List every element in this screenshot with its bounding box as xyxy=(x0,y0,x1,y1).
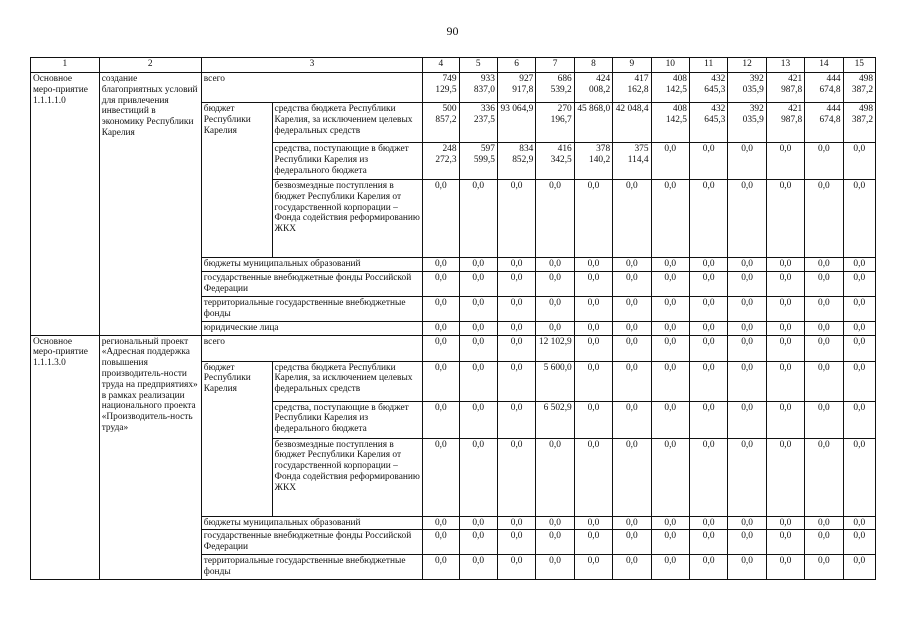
value-cell: 0,0 xyxy=(843,516,875,530)
value-cell: 0,0 xyxy=(497,555,535,580)
value-cell: 93 064,9 xyxy=(497,103,535,143)
value-cell: 408 142,5 xyxy=(651,73,689,103)
value-cell: 0,0 xyxy=(805,530,843,555)
value-cell: 0,0 xyxy=(459,258,497,272)
value-cell: 0,0 xyxy=(689,516,727,530)
activity-description: создание благоприятных условий для привлечения инвестиций в экономику Республики Карелия xyxy=(99,73,201,336)
col-header-15: 15 xyxy=(843,58,875,73)
value-cell: 834 852,9 xyxy=(497,143,535,180)
activity-name: Основное меро-приятие 1.1.1.1.0 xyxy=(31,73,100,336)
table-row xyxy=(31,73,876,103)
value-cell: 0,0 xyxy=(613,401,651,438)
value-cell: 0,0 xyxy=(497,321,535,335)
value-cell: 0,0 xyxy=(689,296,727,321)
value-cell: 0,0 xyxy=(536,321,574,335)
value-cell: 0,0 xyxy=(423,258,459,272)
value-cell: 0,0 xyxy=(536,258,574,272)
value-cell: 0,0 xyxy=(766,321,804,335)
funding-source-label: всего xyxy=(201,335,422,361)
value-cell: 0,0 xyxy=(689,555,727,580)
value-cell: 0,0 xyxy=(843,271,875,296)
value-cell: 0,0 xyxy=(536,555,574,580)
funding-source-label: юридические лица xyxy=(201,321,422,335)
value-cell: 0,0 xyxy=(689,321,727,335)
value-cell: 0,0 xyxy=(651,516,689,530)
value-cell: 0,0 xyxy=(613,438,651,516)
value-cell: 0,0 xyxy=(843,143,875,180)
value-cell: 0,0 xyxy=(536,516,574,530)
value-cell: 0,0 xyxy=(805,401,843,438)
value-cell: 421 987,8 xyxy=(766,73,804,103)
value-cell: 0,0 xyxy=(574,335,612,361)
value-cell: 0,0 xyxy=(766,361,804,401)
value-cell: 0,0 xyxy=(423,296,459,321)
col-header-6: 6 xyxy=(497,58,535,73)
value-cell: 0,0 xyxy=(843,361,875,401)
value-cell: 12 102,9 xyxy=(536,335,574,361)
value-cell: 416 342,5 xyxy=(536,143,574,180)
col-header-7: 7 xyxy=(536,58,574,73)
value-cell: 0,0 xyxy=(766,296,804,321)
value-cell: 0,0 xyxy=(689,401,727,438)
col-header-3: 3 xyxy=(201,58,422,73)
value-cell: 927 917,8 xyxy=(497,73,535,103)
value-cell: 0,0 xyxy=(805,361,843,401)
col-header-2: 2 xyxy=(99,58,201,73)
value-cell: 0,0 xyxy=(651,555,689,580)
value-cell: 0,0 xyxy=(728,180,766,258)
value-cell: 392 035,9 xyxy=(728,103,766,143)
value-cell: 0,0 xyxy=(805,335,843,361)
col-header-9: 9 xyxy=(613,58,651,73)
col-header-11: 11 xyxy=(689,58,727,73)
value-cell: 0,0 xyxy=(423,530,459,555)
value-cell: 0,0 xyxy=(574,401,612,438)
value-cell: 0,0 xyxy=(766,401,804,438)
value-cell: 0,0 xyxy=(651,361,689,401)
value-cell: 0,0 xyxy=(805,143,843,180)
value-cell: 0,0 xyxy=(651,530,689,555)
value-cell: 0,0 xyxy=(766,271,804,296)
value-cell: 749 129,5 xyxy=(423,73,459,103)
value-cell: 0,0 xyxy=(423,335,459,361)
value-cell: 0,0 xyxy=(574,361,612,401)
value-cell: 0,0 xyxy=(651,335,689,361)
funding-source-label: всего xyxy=(201,73,422,103)
value-cell: 0,0 xyxy=(843,321,875,335)
value-cell: 336 237,5 xyxy=(459,103,497,143)
value-cell: 270 196,7 xyxy=(536,103,574,143)
funding-source-label: бюджеты муниципальных образований xyxy=(201,258,422,272)
value-cell: 0,0 xyxy=(766,438,804,516)
value-cell: 0,0 xyxy=(689,530,727,555)
value-cell: 0,0 xyxy=(459,438,497,516)
value-cell: 0,0 xyxy=(574,258,612,272)
funding-source-label: бюджеты муниципальных образований xyxy=(201,516,422,530)
value-cell: 0,0 xyxy=(423,516,459,530)
value-cell: 0,0 xyxy=(574,438,612,516)
value-cell: 0,0 xyxy=(766,335,804,361)
value-cell: 0,0 xyxy=(651,296,689,321)
value-cell: 0,0 xyxy=(728,401,766,438)
value-cell: 0,0 xyxy=(689,258,727,272)
value-cell: 0,0 xyxy=(497,180,535,258)
value-cell: 0,0 xyxy=(805,555,843,580)
value-cell: 0,0 xyxy=(766,530,804,555)
value-cell: 0,0 xyxy=(497,516,535,530)
funding-source-label: средства бюджета Республики Карелия, за исключением целевых федеральных средств xyxy=(272,361,423,401)
value-cell: 421 987,8 xyxy=(766,103,804,143)
value-cell: 6 502,9 xyxy=(536,401,574,438)
value-cell: 0,0 xyxy=(805,180,843,258)
value-cell: 0,0 xyxy=(651,143,689,180)
value-cell: 0,0 xyxy=(843,296,875,321)
value-cell: 0,0 xyxy=(574,296,612,321)
value-cell: 0,0 xyxy=(497,258,535,272)
value-cell: 0,0 xyxy=(536,271,574,296)
col-header-5: 5 xyxy=(459,58,497,73)
value-cell: 0,0 xyxy=(497,296,535,321)
value-cell: 0,0 xyxy=(728,143,766,180)
funding-source-label: безвозмездные поступления в бюджет Республики Карелия от государственной корпорации – Фонда содействия реформированию ЖКХ xyxy=(272,438,423,516)
value-cell: 444 674,8 xyxy=(805,103,843,143)
value-cell: 0,0 xyxy=(843,335,875,361)
value-cell: 0,0 xyxy=(689,335,727,361)
value-cell: 0,0 xyxy=(574,180,612,258)
funding-source-label: безвозмездные поступления в бюджет Республики Карелия от государственной корпорации – Фонда содействия реформированию ЖКХ xyxy=(272,180,423,258)
funding-source-label: территориальные государственные внебюджетные фонды xyxy=(201,555,422,580)
value-cell: 0,0 xyxy=(805,258,843,272)
value-cell: 0,0 xyxy=(728,516,766,530)
value-cell: 0,0 xyxy=(805,516,843,530)
value-cell: 0,0 xyxy=(497,530,535,555)
value-cell: 0,0 xyxy=(423,271,459,296)
value-cell: 0,0 xyxy=(728,321,766,335)
col-header-14: 14 xyxy=(805,58,843,73)
value-cell: 0,0 xyxy=(843,438,875,516)
value-cell: 0,0 xyxy=(497,271,535,296)
value-cell: 0,0 xyxy=(766,258,804,272)
value-cell: 0,0 xyxy=(497,438,535,516)
value-cell: 0,0 xyxy=(728,555,766,580)
value-cell: 0,0 xyxy=(651,321,689,335)
value-cell: 0,0 xyxy=(459,555,497,580)
value-cell: 0,0 xyxy=(766,180,804,258)
funding-table xyxy=(30,57,876,580)
col-header-12: 12 xyxy=(728,58,766,73)
value-cell: 0,0 xyxy=(613,335,651,361)
value-cell: 0,0 xyxy=(651,180,689,258)
value-cell: 392 035,9 xyxy=(728,73,766,103)
value-cell: 933 837,0 xyxy=(459,73,497,103)
value-cell: 0,0 xyxy=(574,530,612,555)
col-header-4: 4 xyxy=(423,58,459,73)
value-cell: 0,0 xyxy=(728,530,766,555)
value-cell: 0,0 xyxy=(613,516,651,530)
value-cell: 444 674,8 xyxy=(805,73,843,103)
funding-source-label: средства бюджета Республики Карелия, за исключением целевых федеральных средств xyxy=(272,103,423,143)
value-cell: 0,0 xyxy=(843,530,875,555)
value-cell: 0,0 xyxy=(459,271,497,296)
activity-description: региональный проект «Адресная поддержка повышения производитель-ности труда на предприятиях» в рамках реализации национального проекта «Производитель-ность труда» xyxy=(99,335,201,580)
value-cell: 248 272,3 xyxy=(423,143,459,180)
value-cell: 0,0 xyxy=(459,361,497,401)
value-cell: 424 008,2 xyxy=(574,73,612,103)
value-cell: 0,0 xyxy=(805,321,843,335)
value-cell: 0,0 xyxy=(689,271,727,296)
value-cell: 0,0 xyxy=(843,180,875,258)
value-cell: 0,0 xyxy=(651,438,689,516)
table-row xyxy=(31,335,876,361)
value-cell: 432 645,3 xyxy=(689,103,727,143)
value-cell: 0,0 xyxy=(843,401,875,438)
value-cell: 0,0 xyxy=(689,361,727,401)
funding-source-label: средства, поступающие в бюджет Республики Карелия из федерального бюджета xyxy=(272,401,423,438)
value-cell: 0,0 xyxy=(689,438,727,516)
value-cell: 0,0 xyxy=(536,530,574,555)
value-cell: 0,0 xyxy=(613,296,651,321)
value-cell: 0,0 xyxy=(613,530,651,555)
budget-group-label: бюджет Республики Карелия xyxy=(201,103,272,258)
value-cell: 0,0 xyxy=(423,555,459,580)
value-cell: 0,0 xyxy=(423,321,459,335)
value-cell: 0,0 xyxy=(728,271,766,296)
value-cell: 0,0 xyxy=(574,271,612,296)
value-cell: 0,0 xyxy=(574,555,612,580)
value-cell: 686 539,2 xyxy=(536,73,574,103)
value-cell: 0,0 xyxy=(459,401,497,438)
value-cell: 0,0 xyxy=(574,321,612,335)
value-cell: 0,0 xyxy=(536,438,574,516)
value-cell: 0,0 xyxy=(423,361,459,401)
value-cell: 417 162,8 xyxy=(613,73,651,103)
value-cell: 0,0 xyxy=(497,335,535,361)
value-cell: 498 387,2 xyxy=(843,103,875,143)
value-cell: 0,0 xyxy=(459,516,497,530)
value-cell: 0,0 xyxy=(536,296,574,321)
value-cell: 0,0 xyxy=(497,361,535,401)
value-cell: 0,0 xyxy=(805,438,843,516)
value-cell: 0,0 xyxy=(728,258,766,272)
value-cell: 0,0 xyxy=(651,271,689,296)
funding-source-label: государственные внебюджетные фонды Российской Федерации xyxy=(201,271,422,296)
value-cell: 0,0 xyxy=(423,180,459,258)
value-cell: 5 600,0 xyxy=(536,361,574,401)
value-cell: 0,0 xyxy=(613,555,651,580)
value-cell: 0,0 xyxy=(689,143,727,180)
col-header-1: 1 xyxy=(31,58,100,73)
value-cell: 0,0 xyxy=(843,555,875,580)
value-cell: 0,0 xyxy=(459,335,497,361)
col-header-8: 8 xyxy=(574,58,612,73)
funding-source-label: государственные внебюджетные фонды Российской Федерации xyxy=(201,530,422,555)
value-cell: 45 868,0 xyxy=(574,103,612,143)
value-cell: 0,0 xyxy=(843,258,875,272)
column-number-row xyxy=(31,58,876,73)
funding-source-label: средства, поступающие в бюджет Республики Карелия из федерального бюджета xyxy=(272,143,423,180)
value-cell: 0,0 xyxy=(423,401,459,438)
value-cell: 0,0 xyxy=(766,516,804,530)
value-cell: 42 048,4 xyxy=(613,103,651,143)
value-cell: 0,0 xyxy=(651,258,689,272)
value-cell: 0,0 xyxy=(766,555,804,580)
value-cell: 0,0 xyxy=(574,516,612,530)
value-cell: 0,0 xyxy=(728,335,766,361)
value-cell: 0,0 xyxy=(805,296,843,321)
table-body xyxy=(31,58,876,580)
value-cell: 378 140,2 xyxy=(574,143,612,180)
value-cell: 498 387,2 xyxy=(843,73,875,103)
value-cell: 375 114,4 xyxy=(613,143,651,180)
value-cell: 0,0 xyxy=(459,321,497,335)
value-cell: 0,0 xyxy=(728,438,766,516)
value-cell: 0,0 xyxy=(613,180,651,258)
value-cell: 0,0 xyxy=(689,180,727,258)
funding-source-label: территориальные государственные внебюджетные фонды xyxy=(201,296,422,321)
value-cell: 500 857,2 xyxy=(423,103,459,143)
value-cell: 0,0 xyxy=(459,530,497,555)
value-cell: 432 645,3 xyxy=(689,73,727,103)
value-cell: 0,0 xyxy=(728,296,766,321)
value-cell: 0,0 xyxy=(459,296,497,321)
value-cell: 0,0 xyxy=(536,180,574,258)
activity-name: Основное меро-приятие 1.1.1.3.0 xyxy=(31,335,100,580)
value-cell: 0,0 xyxy=(805,271,843,296)
value-cell: 0,0 xyxy=(459,180,497,258)
value-cell: 0,0 xyxy=(423,438,459,516)
value-cell: 0,0 xyxy=(497,401,535,438)
col-header-13: 13 xyxy=(766,58,804,73)
value-cell: 0,0 xyxy=(613,258,651,272)
value-cell: 408 142,5 xyxy=(651,103,689,143)
value-cell: 0,0 xyxy=(613,271,651,296)
value-cell: 0,0 xyxy=(766,143,804,180)
value-cell: 0,0 xyxy=(613,361,651,401)
col-header-10: 10 xyxy=(651,58,689,73)
value-cell: 597 599,5 xyxy=(459,143,497,180)
value-cell: 0,0 xyxy=(728,361,766,401)
value-cell: 0,0 xyxy=(651,401,689,438)
value-cell: 0,0 xyxy=(613,321,651,335)
page-number: 90 xyxy=(446,24,459,38)
budget-group-label: бюджет Республики Карелия xyxy=(201,361,272,516)
